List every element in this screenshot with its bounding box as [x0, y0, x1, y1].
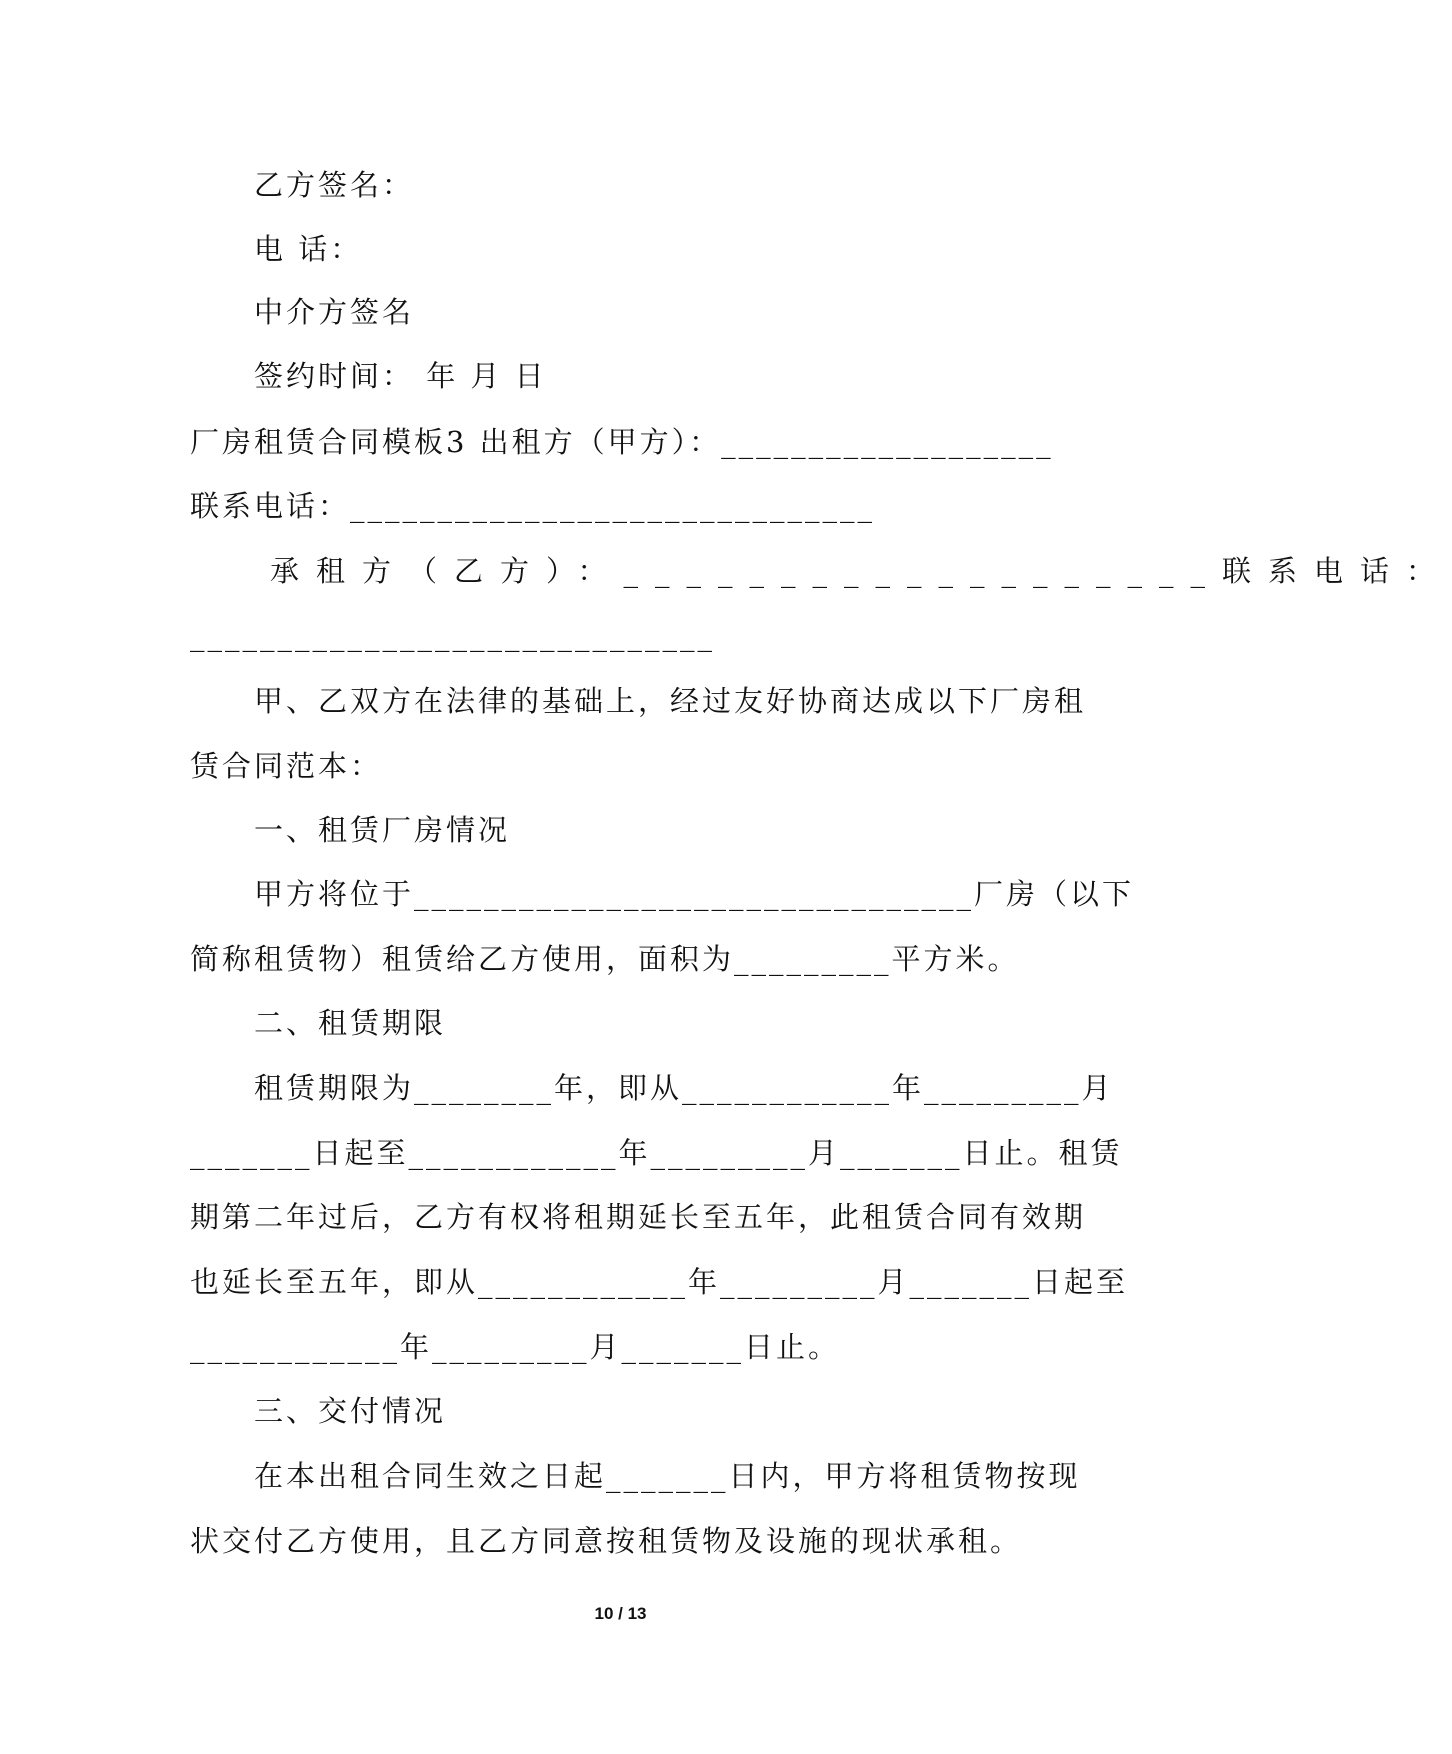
- section-2-paragraph-line-3: 期第二年过后，乙方有权将租期延长至五年，此租赁合同有效期: [190, 1200, 1087, 1234]
- lessee-line: 承租方（乙方）：___________________联系电话：: [270, 554, 1452, 588]
- section-2-paragraph-line-5: ____________年_________月_______日止。: [190, 1330, 841, 1364]
- section-2-paragraph-line-1: 租赁期限为________年，即从____________年_________月: [254, 1071, 1114, 1105]
- template-title-and-lessor-line: 厂房租赁合同模板3 出租方（甲方）：___________________: [190, 425, 1054, 459]
- party-b-signature-line: 乙方签名：: [254, 168, 415, 202]
- section-1-paragraph-line-1: 甲方将位于________________________________厂房（以下: [254, 877, 1135, 911]
- intro-paragraph-line-2: 赁合同范本：: [190, 749, 383, 783]
- party-b-phone-line: 电 话：: [254, 232, 363, 266]
- section-3-paragraph-line-1: 在本出租合同生效之日起_______日内，甲方将租赁物按现: [254, 1459, 1081, 1493]
- section-1-heading: 一、租赁厂房情况: [254, 813, 511, 847]
- intro-paragraph-line-1: 甲、乙双方在法律的基础上，经过友好协商达成以下厂房租: [254, 684, 1087, 718]
- signing-date-line: 签约时间： 年 月 日: [254, 359, 547, 393]
- section-3-heading: 三、交付情况: [254, 1394, 447, 1428]
- agent-signature-line: 中介方签名: [254, 295, 415, 329]
- page-number: 10 / 13: [594, 1604, 647, 1623]
- section-1-paragraph-line-2: 简称租赁物）租赁给乙方使用，面积为_________平方米。: [190, 942, 1020, 976]
- section-3-paragraph-line-2: 状交付乙方使用，且乙方同意按租赁物及设施的现状承租。: [190, 1524, 1023, 1558]
- lessee-contact-blank-line: ______________________________: [190, 618, 715, 652]
- section-2-paragraph-line-2: _______日起至____________年_________月_______日止。租赁: [190, 1136, 1123, 1170]
- section-2-paragraph-line-4: 也延长至五年，即从____________年_________月_______日起至: [190, 1265, 1129, 1299]
- lessor-contact-phone-line: 联系电话：______________________________: [190, 489, 876, 523]
- section-2-heading: 二、租赁期限: [254, 1006, 447, 1040]
